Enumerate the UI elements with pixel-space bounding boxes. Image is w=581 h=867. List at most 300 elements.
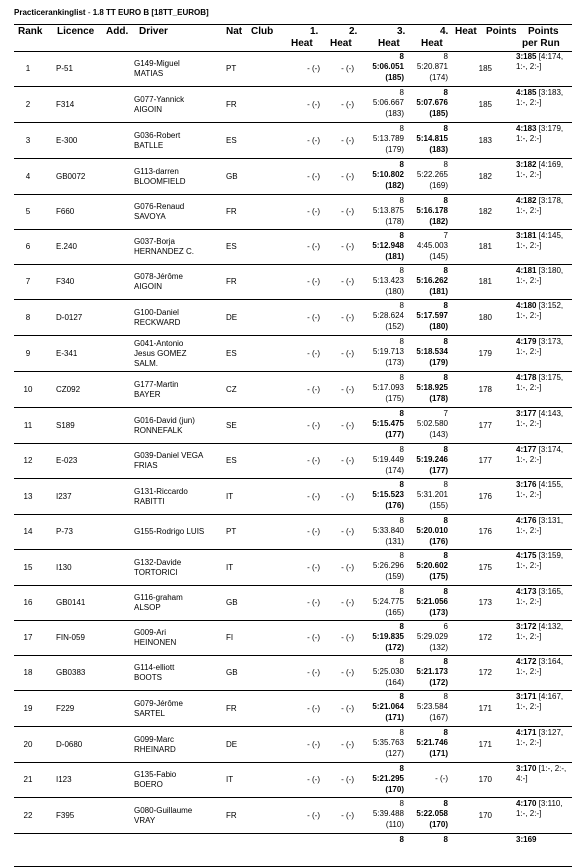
points-per-run-cell [516,124,574,144]
driver-cell: G041-Antonio Jesus GOMEZ SALM. [134,339,187,368]
licence-cell: D-0680 [56,740,83,749]
title-left: Practicerankinglist [14,8,86,17]
heat1-cell: - (-) [307,207,320,216]
heat3-points: (165) [385,608,404,617]
other-run-scores: [4:143, 1:-, 2:-] [516,409,564,428]
heat4-time: 5:22.058 [416,809,448,818]
heat2-cell: - (-) [341,563,354,572]
other-run-scores: [3:127, 1:-, 2:-] [516,728,564,747]
heat4-points: (180) [429,322,448,331]
heat4-time: 5:19.246 [416,455,448,464]
heat3-points: (110) [385,820,404,829]
heat4-laps: 8 [443,551,448,560]
heat4-laps: 8 [443,266,448,275]
nat-cell: IT [226,492,234,501]
heat1-cell: - (-) [307,563,320,572]
other-run-scores: [4:169, 1:-, 2:-] [516,160,564,179]
nat-cell: DE [226,313,238,322]
licence-cell: F395 [56,811,75,820]
driver-cell: G132-Davide TORTORICI [134,558,182,577]
points-per-run-cell [516,445,574,465]
heat3-points: (173) [385,358,404,367]
best-run-score: 3:171 [516,692,537,701]
heat1-cell: - (-) [307,172,320,181]
col-heat1-label: Heat [291,38,313,49]
best-run-score: 3:177 [516,409,537,418]
points-cell: 170 [478,811,492,820]
heat4-laps: 8 [443,88,448,97]
heat3-points: (171) [385,713,404,722]
licence-cell: GB0072 [56,172,86,181]
driver-cell: G077-Yannick AIGOIN [134,95,185,114]
heat3-time: 5:19.449 [372,455,404,464]
heat4-points: (175) [429,572,448,581]
rank-cell: 7 [25,277,31,286]
table-row [14,621,572,656]
table-row [14,727,572,763]
licence-cell: P-51 [56,64,73,73]
driver-cell: G131-Riccardo RABITTI [134,487,188,506]
licence-cell: I237 [56,492,72,501]
heat4-time: 5:21.056 [416,597,448,606]
other-run-scores: [4:174, 1:-, 2:-] [516,52,564,71]
best-run-score: 3:172 [516,622,537,631]
nat-cell: FR [226,100,237,109]
heat3-laps: 8 [399,728,404,737]
heat4-points: (171) [429,749,448,758]
licence-cell: F340 [56,277,75,286]
points-cell: 178 [478,385,492,394]
other-run-scores: [4:167, 1:-, 2:-] [516,692,564,711]
heat3-time: 5:17.093 [372,383,404,392]
heat4-laps: 8 [443,692,448,701]
rank-cell: 11 [23,421,33,430]
heat3-time: 5:25.030 [372,667,404,676]
heat1-cell: - (-) [307,349,320,358]
heat4-laps: 6 [443,622,448,631]
heat2-cell: - (-) [341,775,354,784]
heat1-cell: - (-) [307,633,320,642]
heat4-laps: 8 [443,124,448,133]
points-per-run-cell [516,231,574,251]
heat4-points: (176) [429,537,448,546]
rank-cell: 5 [25,207,31,216]
points-cell: 177 [478,421,492,430]
heat2-cell: - (-) [341,492,354,501]
nat-cell: ES [226,349,237,358]
heat2-cell: - (-) [341,136,354,145]
nat-cell: PT [226,527,237,536]
nat-cell: GB [226,668,238,677]
rank-cell: 18 [23,668,33,677]
licence-cell: FIN-059 [56,633,85,642]
heat3-points: (131) [385,537,404,546]
heat4-laps: 8 [443,835,448,844]
heat3-time: 5:21.064 [372,702,404,711]
heat3-laps: 8 [399,445,404,454]
licence-cell: E-300 [56,136,78,145]
other-run-scores: [3:110, 1:-, 2:-] [516,799,563,818]
table-row [14,51,572,87]
heat2-cell: - (-) [341,64,354,73]
nat-cell: GB [226,172,238,181]
points-cell: 172 [478,668,492,677]
rank-cell: 10 [23,385,33,394]
heat2-cell: - (-) [341,668,354,677]
nat-cell: SE [226,421,237,430]
other-run-scores: [3:179, 1:-, 2:-] [516,124,564,143]
licence-cell: I123 [56,775,72,784]
points-per-run-cell [516,835,574,845]
heat3-points: (177) [385,430,404,439]
heat3-time: 5:13.423 [372,276,404,285]
heat4-time: 5:02.580 [416,419,448,428]
table-row [14,408,572,444]
heat4-time: 4:45.003 [416,241,448,250]
driver-cell: G099-Marc RHEINARD [134,735,176,754]
table-row [14,265,572,300]
rank-cell: 6 [25,242,31,251]
points-cell: 177 [478,456,492,465]
best-run-score: 4:180 [516,301,537,310]
heat3-laps: 8 [399,516,404,525]
heat3-laps: 8 [399,622,404,631]
heat1-cell: - (-) [307,385,320,394]
rank-cell: 22 [23,811,33,820]
licence-cell: GB0141 [56,598,86,607]
heat4-laps: 8 [443,445,448,454]
other-run-scores: [1:-, 2:-, 4:-] [516,764,567,783]
driver-cell: G037-Borja HERNANDEZ C. [134,237,195,256]
heat3-points: (174) [385,466,404,475]
best-run-score: 4:175 [516,551,537,560]
heat3-laps: 8 [399,657,404,666]
heat4-time: 5:16.262 [416,276,448,285]
heat4-time: 5:14.815 [416,134,448,143]
rank-cell: 1 [25,64,31,73]
table-row [14,87,572,123]
heat3-time: 5:24.775 [372,597,404,606]
other-run-scores: [3:173, 1:-, 2:-] [516,337,564,356]
rank-cell: 9 [25,349,31,358]
heat4-points: (181) [429,287,448,296]
heat3-laps: 8 [399,764,404,773]
points-per-run-cell [516,587,574,607]
other-run-scores: [3:174, 1:-, 2:-] [516,445,564,464]
heat3-points: (159) [385,572,404,581]
heat3-points: (175) [385,394,404,403]
heat2-cell: - (-) [341,385,354,394]
col-rank: Rank [18,26,43,37]
driver-cell: G116-graham ALSOP [134,593,183,612]
heat4-laps: 7 [443,409,448,418]
table-row [14,195,572,230]
best-run-score: 4:185 [516,88,537,97]
table-row [14,763,572,798]
nat-cell: CZ [226,385,237,394]
driver-cell: G155-Rodrigo LUIS [134,527,205,536]
heat1-cell: - (-) [307,456,320,465]
licence-cell: D-0127 [56,313,83,322]
points-per-run-cell [516,657,574,677]
driver-cell: G080-Guillaume VRAY [134,806,193,825]
heat4-laps: 8 [443,160,448,169]
heat1-cell: - (-) [307,313,320,322]
points-per-run-cell [516,551,574,571]
heat3-points: (178) [385,217,404,226]
heat3-points: (182) [385,181,404,190]
nat-cell: DE [226,740,238,749]
table-row [14,550,572,586]
nat-cell: IT [226,563,234,572]
driver-cell: G078-Jérôme AIGOIN [134,272,183,291]
heat3-points: (172) [385,643,404,652]
nat-cell: GB [226,598,238,607]
points-cell: 176 [478,492,492,501]
points-per-run-cell [516,301,574,321]
heat2-cell: - (-) [341,456,354,465]
best-run-score: 3:170 [516,764,537,773]
heat4-laps: 8 [443,657,448,666]
heat2-cell: - (-) [341,100,354,109]
other-run-scores: [3:165, 1:-, 2:-] [516,587,564,606]
table-row [14,656,572,691]
heat3-time: 5:21.295 [372,774,404,783]
heat4-time: 5:31.201 [416,490,448,499]
heat3-laps: 8 [399,52,404,61]
heat3-time: 5:06.051 [372,62,404,71]
nat-cell: FR [226,704,237,713]
best-run-score: 4:171 [516,728,537,737]
licence-cell: GB0383 [56,668,86,677]
heat2-cell: - (-) [341,740,354,749]
nat-cell: IT [226,775,234,784]
points-per-run-cell [516,52,574,72]
points-cell: 172 [478,633,492,642]
points-cell: 182 [478,172,492,181]
heat2-cell: - (-) [341,277,354,286]
licence-cell: CZ092 [56,385,81,394]
heat2-cell: - (-) [341,172,354,181]
other-run-scores: [3:152, 1:-, 2:-] [516,301,564,320]
rank-cell: 14 [23,527,33,536]
best-run-score: 3:182 [516,160,537,169]
points-cell: 176 [478,527,492,536]
other-run-scores: [4:155, 1:-, 2:-] [516,480,564,499]
heat3-laps: 8 [399,337,404,346]
heat3-laps: 8 [399,480,404,489]
table-row [14,444,572,479]
heat4-time: - (-) [435,774,448,783]
other-run-scores: [3:183, 1:-, 2:-] [516,88,564,107]
heat3-points: (181) [385,252,404,261]
heat3-time: 5:15.475 [372,419,404,428]
heat1-cell: - (-) [307,775,320,784]
points-per-run-cell [516,373,574,393]
heat1-cell: - (-) [307,492,320,501]
heat2-cell: - (-) [341,242,354,251]
heat4-laps: 7 [443,231,448,240]
col-ppr-bottom: per Run [522,38,560,49]
other-run-scores: [3:159, 1:-, 2:-] [516,551,564,570]
driver-cell: G079-Jérôme SARTEL [134,699,183,718]
heat3-laps: 8 [399,88,404,97]
other-run-scores: [3:178, 1:-, 2:-] [516,196,564,215]
heat4-time: 5:17.597 [416,311,448,320]
licence-cell: F660 [56,207,75,216]
driver-cell: G016-David (jun) RONNEFALK [134,416,195,435]
points-per-run-cell [516,266,574,286]
col-heat3-label: Heat [378,38,400,49]
licence-cell: S189 [56,421,75,430]
heat2-cell: - (-) [341,313,354,322]
licence-cell: F314 [56,100,75,109]
best-run-score: 3:181 [516,231,537,240]
heat4-time: 5:18.534 [416,347,448,356]
heat3-points: (185) [385,73,404,82]
col-ppr-top: Points [528,26,559,37]
nat-cell: ES [226,136,237,145]
heat3-laps: 8 [399,551,404,560]
rank-cell: 3 [25,136,31,145]
heat3-time: 5:06.667 [372,98,404,107]
heat3-time: 5:33.840 [372,526,404,535]
nat-cell: FR [226,277,237,286]
heat3-time: 5:39.488 [372,809,404,818]
heat3-laps: 8 [399,124,404,133]
driver-cell: G114-elliott BOOTS [134,663,175,682]
col-heat: Heat [455,26,477,37]
points-cell: 171 [478,740,492,749]
table-row [14,479,572,515]
heat3-laps: 8 [399,799,404,808]
heat3-laps: 8 [399,160,404,169]
heat4-time: 5:21.746 [416,738,448,747]
points-cell: 171 [478,704,492,713]
points-per-run-cell [516,160,574,180]
heat3-time: 5:19.835 [372,632,404,641]
rank-cell: 20 [23,740,33,749]
heat2-cell: - (-) [341,421,354,430]
best-run-score: 4:177 [516,445,537,454]
heat4-laps: 8 [443,373,448,382]
heat3-points: (164) [385,678,404,687]
driver-cell: G100-Daniel RECKWARD [134,308,181,327]
table-row [14,159,572,195]
heat4-laps: 8 [443,52,448,61]
points-cell: 181 [478,242,492,251]
heat4-laps: 8 [443,196,448,205]
heat4-laps: 8 [443,480,448,489]
points-per-run-cell [516,692,574,712]
heat1-cell: - (-) [307,100,320,109]
table-row [14,372,572,408]
heat2-cell: - (-) [341,349,354,358]
heat4-laps: 8 [443,516,448,525]
col-heat2-num: 2. [349,26,358,37]
nat-cell: PT [226,64,237,73]
heat4-points: (179) [429,358,448,367]
heat1-cell: - (-) [307,242,320,251]
heat4-time: 5:20.602 [416,561,448,570]
points-cell: 180 [478,313,492,322]
points-per-run-cell [516,516,574,536]
heat4-points: (143) [429,430,448,439]
other-run-scores: [3:164, 1:-, 2:-] [516,657,564,676]
heat4-laps: 8 [443,337,448,346]
table-row [14,300,572,336]
col-heat4-num: 4. [440,26,449,37]
heat3-points: (152) [385,322,404,331]
page-title [14,8,209,17]
heat4-points: (145) [429,252,448,261]
driver-cell: G177-Martin BAYER [134,380,179,399]
best-run-score: 3:176 [516,480,537,489]
heat4-points: (169) [429,181,448,190]
heat3-time: 5:19.713 [372,347,404,356]
table-row [14,123,572,159]
heat2-cell: - (-) [341,207,354,216]
table-row [14,336,572,372]
col-heat2-label: Heat [330,38,352,49]
heat3-points: (170) [385,785,404,794]
heat2-cell: - (-) [341,633,354,642]
heat4-points: (172) [429,678,448,687]
points-cell: 182 [478,207,492,216]
table-row [14,230,572,265]
heat1-cell: - (-) [307,704,320,713]
heat3-laps: 8 [399,301,404,310]
heat3-time: 5:13.789 [372,134,404,143]
licence-cell: I130 [56,563,72,572]
col-driver: Driver [139,26,168,37]
nat-cell: ES [226,456,237,465]
heat1-cell: - (-) [307,421,320,430]
rank-cell: 8 [25,313,31,322]
nat-cell: FR [226,207,237,216]
heat4-points: (177) [429,466,448,475]
heat4-laps: 8 [443,587,448,596]
col-club: Club [251,26,274,37]
col-licence: Licence [57,26,95,37]
col-nat: Nat [226,26,243,37]
table-row [14,515,572,550]
heat4-laps: 8 [443,799,448,808]
heat4-laps: 8 [443,301,448,310]
heat4-points: (167) [429,713,448,722]
rank-cell: 4 [25,172,31,181]
best-run-score: 3:169 [516,835,537,844]
heat3-time: 5:35.763 [372,738,404,747]
other-run-scores: [4:145, 1:-, 2:-] [516,231,564,250]
points-cell: 173 [478,598,492,607]
licence-cell: F229 [56,704,75,713]
table-row [14,798,572,834]
heat1-cell: - (-) [307,64,320,73]
rank-cell: 16 [23,598,33,607]
heat3-points: (183) [385,109,404,118]
points-cell: 170 [478,775,492,784]
heat4-time: 5:20.010 [416,526,448,535]
licence-cell: E-023 [56,456,78,465]
heat3-time: 5:28.624 [372,311,404,320]
heat3-laps: 8 [399,692,404,701]
best-run-score: 4:173 [516,587,537,596]
driver-cell: G036-Robert BATLLE [134,131,181,150]
heat1-cell: - (-) [307,136,320,145]
best-run-score: 3:185 [516,52,537,61]
points-cell: 175 [478,563,492,572]
